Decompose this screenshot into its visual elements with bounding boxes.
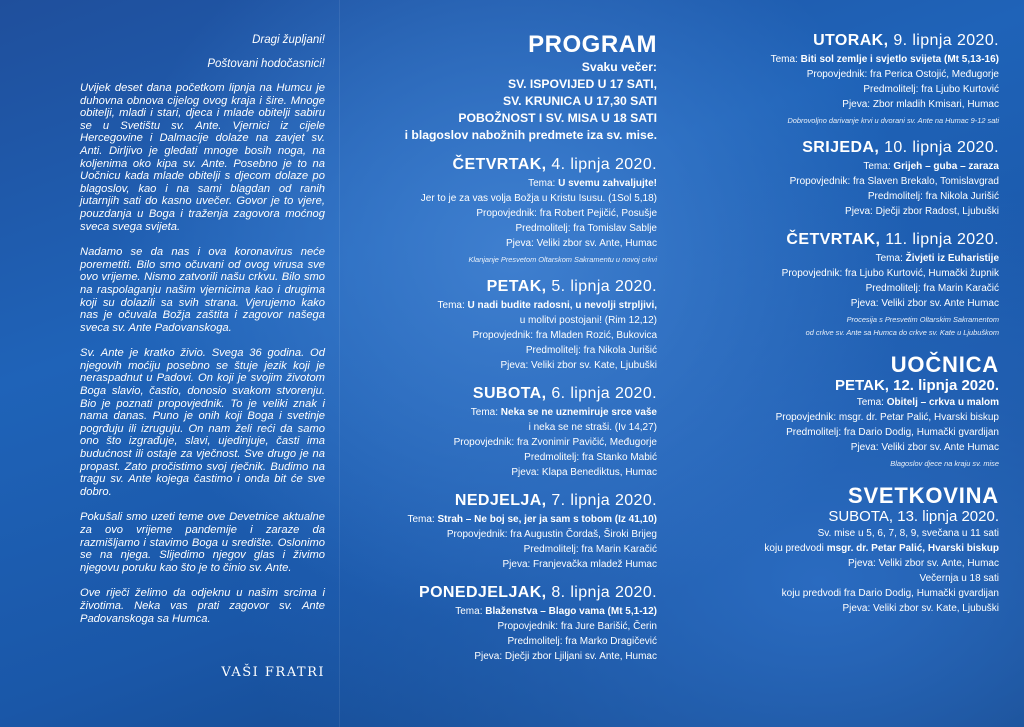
day-heading: NEDJELJA, 7. lipnja 2020. bbox=[454, 492, 657, 509]
letter-paragraph-2: Nadamo se da nas i ova koronavirus neće poremetiti. Bilo smo očuvani od ovog virusa sve ovo vrijeme. Nismo zatvorili našu crkvu. Bilo smo na raspolaganju našim vjernicima kao i drugima koji su dolazili sa svih strana. Vjerujemo kako nas je očuvala Božja zaštita i zagovor našega sveca sv. Ante Padovanskoga. bbox=[80, 246, 325, 334]
letter-paragraph-3: Sv. Ante je kratko živio. Svega 36 godina. Od njegovih moćiju posebno se štuje jezik koji je neraspadnut u Padovi. On koji je svojim životom Boga slavio, častio, donosio svakom stvorenju. Bio je poznati propovjednik. To je veliki znak i nama danas. Puno je onih koji Boga i svetinje pogrđuju ili izruguju. On nam želi reći da samo ono što izgrađuje, slavi, ujedinjuje, časti ima budućnost ili ostaje za vječnost. Sve drugo je na propast. Zato pročistimo svoj rječnik. Budimo na tragu sv. Ante kojega častimo i onda bit će sve dobro. bbox=[80, 347, 325, 498]
feast-masses: Sv. mise u 5, 6, 7, 8, 9, svečana u 11 sati bbox=[817, 528, 999, 539]
day-heading: UTORAK, 9. lipnja 2020. bbox=[813, 32, 999, 49]
feast-vespers-choir: Pjeva: Veliki zbor sv. Kate, Ljubuški bbox=[842, 603, 999, 614]
feast-choir: Pjeva: Veliki zbor sv. Ante, Humac bbox=[848, 558, 999, 569]
eve-preacher: Propovjednik: msgr. dr. Petar Palić, Hvarski biskup bbox=[775, 412, 999, 423]
letter-paragraph-4: Pokušali smo uzeti teme ove Devetnice aktualne za ovo vrijeme pandemije i zaraze da razmišljamo i stavimo Boga u središte. Oslonimo se na njega. Slijedimo njegov glas i živimo njegovu poruku kao što je to činio sv. Ante. bbox=[80, 511, 325, 574]
day-leader: Predmolitelj: fra Marin Karačić bbox=[865, 283, 999, 294]
day-block bbox=[345, 385, 657, 480]
day-theme: Tema: Strah – Ne boj se, jer ja sam s tobom (Iz 41,10) bbox=[407, 514, 657, 525]
program-intro-line: SV. ISPOVIJED U 17 SATI, bbox=[507, 77, 657, 91]
greeting-pilgrims: Poštovani hodočasnici! bbox=[207, 58, 325, 70]
day-choir: Pjeva: Franjevačka mladež Humac bbox=[502, 559, 657, 570]
day-note: Procesija s Presvetim Oltarskim Sakramentom bbox=[846, 315, 999, 324]
day-note: Dobrovoljno darivanje krvi u dvorani sv. Ante na Humac 9-12 sati bbox=[787, 116, 999, 125]
eve-note: Blagoslov djece na kraju sv. mise bbox=[890, 459, 999, 468]
day-note: Klanjanje Presvetom Oltarskom Sakramentu u novoj crkvi bbox=[468, 255, 657, 264]
day-theme: Tema: Blaženstva – Blago vama (Mt 5,1-12) bbox=[455, 606, 657, 617]
day-theme: Tema: Biti sol zemlje i svjetlo svijeta (Mt 5,13-16) bbox=[770, 54, 999, 65]
day-leader: Predmolitelj: fra Tomislav Sablje bbox=[515, 223, 657, 234]
day-block bbox=[345, 584, 657, 664]
eve-leader: Predmolitelj: fra Dario Dodig, Humački gvardijan bbox=[786, 427, 999, 438]
day-preacher: Propovjednik: fra Mladen Rozić, Bukovica bbox=[472, 330, 657, 341]
day-heading: PETAK, 5. lipnja 2020. bbox=[486, 278, 657, 295]
day-leader: Predmolitelj: fra Stanko Mabić bbox=[524, 452, 657, 463]
eve-theme: Tema: Obitelj – crkva u malom bbox=[856, 397, 999, 408]
day-theme: Tema: U svemu zahvaljujte! bbox=[528, 178, 657, 189]
day-preacher: Propovjednik: fra Robert Pejičić, Posušje bbox=[476, 208, 657, 219]
program-panel bbox=[345, 0, 667, 727]
program-intro-line: i blagoslov nabožnih predmete iza sv. mise. bbox=[404, 128, 657, 142]
greeting-parishioners: Dragi župljani! bbox=[252, 34, 325, 46]
letter-paragraph-1: Uvijek deset dana početkom lipnja na Humcu je duhovna obnova cijelog ovog kraja i šire. Mnoge obitelji, mladi i stari, djeca i mlade obitelji sabiru se u Svetištu sv. Ante. Vjernici iz cijele Hercegovine i Dalmacije dolaze na zavjet sv. Anti. Dirljivo je gledati mnoge bosih noga, na koljenima oko kipa sv. Ante. Posebno je to na Uočnicu kada mlade obitelji s djecom dolaze po blagoslov, kao i na sami blagdan od ranih jutarnjih sati do kasno uvečer. Govor je to vjere, pouzdanja u Boga i traženja zagovora moćnog sveca svega svijeta. bbox=[80, 82, 325, 233]
day-leader: Predmolitelj: fra Nikola Jurišić bbox=[525, 345, 657, 356]
eve-choir: Pjeva: Veliki zbor sv. Ante Humac bbox=[850, 442, 999, 453]
day-heading: SUBOTA, 6. lipnja 2020. bbox=[472, 385, 657, 402]
eve-date: PETAK, 12. lipnja 2020. bbox=[835, 377, 999, 394]
day-theme: Tema: Živjeti iz Euharistije bbox=[875, 253, 999, 264]
program-intro-line: POBOŽNOST I SV. MISA U 18 SATI bbox=[458, 111, 657, 125]
day-preacher: Propovjednik: fra Augustin Čordaš, Široki Brijeg bbox=[446, 529, 657, 540]
day-theme: Tema: U nadi budite radosni, u nevolji strpljivi, bbox=[437, 300, 657, 311]
day-preacher: Propovjednik: fra Zvonimir Pavičić, Međugorje bbox=[453, 437, 657, 448]
eve-block bbox=[670, 353, 999, 470]
feast-date: SUBOTA, 13. lipnja 2020. bbox=[828, 508, 999, 525]
day-theme-cont: u molitvi postojani! (Rim 12,12) bbox=[519, 315, 657, 326]
day-choir: Pjeva: Dječji zbor Ljiljani sv. Ante, Humac bbox=[474, 651, 657, 662]
day-theme-cont: Jer to je za vas volja Božja u Kristu Isusu. (1Sol 5,18) bbox=[420, 193, 657, 204]
feast-block bbox=[670, 484, 999, 616]
letter-panel bbox=[0, 0, 340, 727]
day-choir: Pjeva: Veliki zbor sv. Ante Humac bbox=[850, 298, 999, 309]
day-choir: Pjeva: Veliki zbor sv. Kate, Ljubuški bbox=[500, 360, 657, 371]
day-block bbox=[670, 139, 999, 219]
day-preacher: Propovjednik: fra Ljubo Kurtović, Humački župnik bbox=[781, 268, 999, 279]
feast-vespers: Večernja u 18 sati bbox=[919, 573, 999, 584]
day-note: od crkve sv. Ante sa Humca do crkve sv. Kate u Ljubuškom bbox=[805, 328, 999, 337]
day-block bbox=[345, 156, 657, 266]
program-title: PROGRAM bbox=[528, 31, 657, 58]
day-leader: Predmolitelj: fra Marko Dragičević bbox=[507, 636, 657, 647]
day-preacher: Propovjednik: fra Slaven Brekalo, Tomislavgrad bbox=[789, 176, 999, 187]
day-choir: Pjeva: Dječji zbor Radost, Ljubuški bbox=[845, 206, 999, 217]
day-block bbox=[345, 278, 657, 373]
day-preacher: Propovjednik: fra Perica Ostojić, Međugorje bbox=[806, 69, 999, 80]
day-block bbox=[670, 231, 999, 339]
day-theme: Tema: Grijeh – guba – zaraza bbox=[863, 161, 999, 172]
day-leader: Predmolitelj: fra Ljubo Kurtović bbox=[863, 84, 999, 95]
day-block bbox=[345, 492, 657, 572]
program-intro-line: SV. KRUNICA U 17,30 SATI bbox=[503, 94, 657, 108]
day-choir: Pjeva: Zbor mladih Kmisari, Humac bbox=[842, 99, 999, 110]
day-heading: PONEDJELJAK, 8. lipnja 2020. bbox=[419, 584, 657, 601]
eve-heading: UOČNICA bbox=[890, 352, 999, 377]
day-block bbox=[670, 32, 999, 127]
feast-vespers-celebrant: koju predvodi fra Dario Dodig, Humački gvardijan bbox=[781, 588, 999, 599]
program-panel-right bbox=[670, 0, 999, 727]
day-theme: Tema: Neka se ne uznemiruje srce vaše bbox=[470, 407, 657, 418]
day-theme-cont: i neka se ne straši. (Iv 14,27) bbox=[528, 422, 657, 433]
signature: VAŠI FRATRI bbox=[221, 665, 325, 681]
day-leader: Predmolitelj: fra Nikola Jurišić bbox=[867, 191, 999, 202]
day-heading: ČETVRTAK, 11. lipnja 2020. bbox=[786, 231, 999, 248]
feast-celebrant: koju predvodi msgr. dr. Petar Palić, Hvarski biskup bbox=[764, 543, 999, 554]
day-leader: Predmolitelj: fra Marin Karačić bbox=[523, 544, 657, 555]
day-heading: SRIJEDA, 10. lipnja 2020. bbox=[802, 139, 999, 156]
day-choir: Pjeva: Klapa Benediktus, Humac bbox=[511, 467, 657, 478]
day-choir: Pjeva: Veliki zbor sv. Ante, Humac bbox=[506, 238, 657, 249]
day-heading: ČETVRTAK, 4. lipnja 2020. bbox=[452, 156, 657, 173]
program-intro-line: Svaku večer: bbox=[581, 60, 657, 74]
feast-heading: SVETKOVINA bbox=[847, 483, 999, 508]
day-preacher: Propovjednik: fra Jure Barišić, Čerin bbox=[497, 621, 657, 632]
letter-paragraph-5: Ove riječi želimo da odjeknu u našim srcima i životima. Neka vas prati zagovor sv. Ante Padovanskoga sa Humca. bbox=[80, 587, 325, 625]
